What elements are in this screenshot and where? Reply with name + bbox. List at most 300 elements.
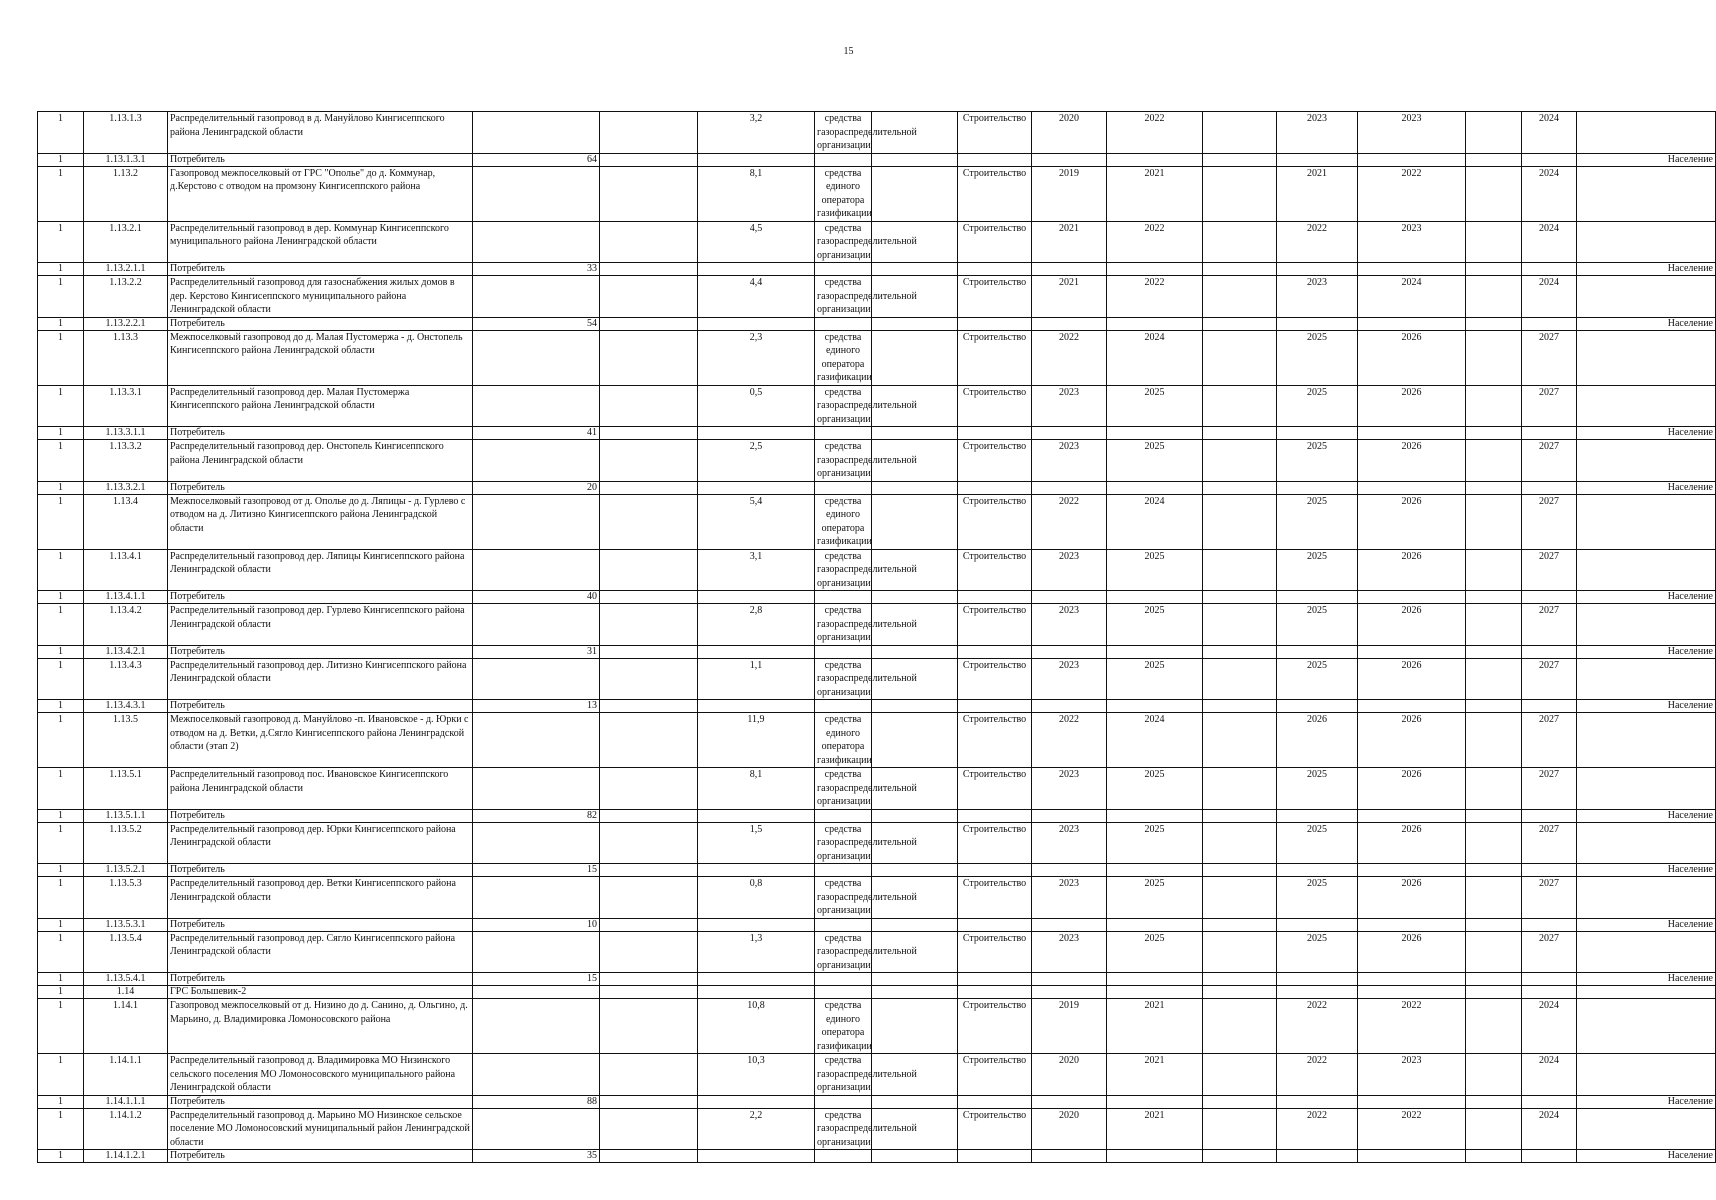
cell-empty (872, 700, 958, 713)
cell-code: 1.13.2.2.1 (84, 317, 168, 330)
cell-year-start: 2023 (1032, 440, 1107, 482)
cell-year-start (1032, 481, 1107, 494)
cell-year-start (1032, 864, 1107, 877)
cell-year-end: 2022 (1107, 276, 1203, 318)
cell-year-4: 2026 (1358, 822, 1466, 864)
cell-empty (872, 317, 958, 330)
cell-empty (872, 1150, 958, 1163)
cell-length-km: 10,8 (698, 999, 815, 1054)
cell-level: 1 (38, 1108, 84, 1150)
cell-empty (872, 973, 958, 986)
cell-year-3 (1277, 809, 1358, 822)
cell-funding-source (815, 918, 872, 931)
cell-empty (600, 931, 698, 973)
cell-year-3 (1277, 481, 1358, 494)
cell-year-end (1107, 1095, 1203, 1108)
cell-year-end (1107, 864, 1203, 877)
cell-empty (1466, 931, 1522, 973)
cell-code: 1.13.3.2 (84, 440, 168, 482)
cell-year-start (1032, 153, 1107, 166)
consumer-row (38, 864, 1716, 877)
cell-year-3: 2025 (1277, 494, 1358, 549)
cell-level: 1 (38, 330, 84, 385)
cell-empty (600, 809, 698, 822)
cell-object-name: Распределительный газопровод для газоснабжения жилых домов в дер. Керстово Кингисеппского муниципального района Ленинградской области (168, 276, 473, 318)
cell-empty (872, 918, 958, 931)
cell-level: 1 (38, 864, 84, 877)
cell-year-4 (1358, 973, 1466, 986)
cell-empty (1203, 494, 1277, 549)
cell-year-5 (1522, 591, 1577, 604)
cell-year-4: 2026 (1358, 877, 1466, 919)
cell-length-km (698, 427, 815, 440)
cell-empty (1203, 317, 1277, 330)
cell-consumer-category (1577, 768, 1716, 810)
cell-empty (1203, 1108, 1277, 1150)
consumer-row (38, 317, 1716, 330)
cell-level: 1 (38, 427, 84, 440)
cell-work-type: Строительство (958, 166, 1032, 221)
cell-consumer-category (1577, 877, 1716, 919)
cell-consumers (473, 931, 600, 973)
cell-consumer-category (1577, 221, 1716, 263)
cell-work-type (958, 591, 1032, 604)
cell-year-end: 2025 (1107, 931, 1203, 973)
cell-work-type (958, 1095, 1032, 1108)
cell-year-3: 2021 (1277, 166, 1358, 221)
cell-funding-source (815, 1150, 872, 1163)
cell-consumer-category: Население (1577, 591, 1716, 604)
cell-level: 1 (38, 440, 84, 482)
cell-empty (1203, 931, 1277, 973)
cell-empty (872, 713, 958, 768)
cell-empty (1466, 1054, 1522, 1096)
cell-year-4 (1358, 986, 1466, 999)
cell-empty (1466, 427, 1522, 440)
cell-year-end: 2025 (1107, 768, 1203, 810)
cell-object-name: Потребитель (168, 645, 473, 658)
cell-year-5: 2027 (1522, 658, 1577, 700)
cell-empty (1203, 809, 1277, 822)
cell-year-4: 2026 (1358, 658, 1466, 700)
cell-consumers (473, 221, 600, 263)
cell-year-start: 2019 (1032, 999, 1107, 1054)
cell-empty (1203, 591, 1277, 604)
cell-object-name: Потребитель (168, 1150, 473, 1163)
cell-consumers (473, 1054, 600, 1096)
cell-year-start: 2023 (1032, 768, 1107, 810)
cell-work-type: Строительство (958, 658, 1032, 700)
cell-consumers (473, 112, 600, 154)
cell-year-5 (1522, 317, 1577, 330)
cell-year-4 (1358, 918, 1466, 931)
cell-consumers (473, 440, 600, 482)
cell-consumer-category (1577, 112, 1716, 154)
cell-empty (1203, 973, 1277, 986)
cell-year-4 (1358, 809, 1466, 822)
cell-code: 1.14.1.2 (84, 1108, 168, 1150)
cell-year-start: 2021 (1032, 276, 1107, 318)
cell-consumers: 15 (473, 973, 600, 986)
cell-year-start: 2020 (1032, 1108, 1107, 1150)
cell-empty (1203, 822, 1277, 864)
consumer-row (38, 263, 1716, 276)
cell-empty (1203, 999, 1277, 1054)
cell-funding-source: средства газораспределительной организации (815, 1054, 872, 1096)
cell-year-start (1032, 1150, 1107, 1163)
cell-object-name: Распределительный газопровод дер. Гурлево Кингисеппского района Ленинградской области (168, 604, 473, 646)
cell-year-5: 2027 (1522, 604, 1577, 646)
cell-consumers: 40 (473, 591, 600, 604)
object-row (38, 1054, 1716, 1096)
cell-funding-source: средства единого оператора газификации (815, 999, 872, 1054)
cell-code: 1.13.1.3 (84, 112, 168, 154)
cell-year-end (1107, 481, 1203, 494)
cell-year-start: 2023 (1032, 385, 1107, 427)
cell-year-start (1032, 591, 1107, 604)
cell-year-end: 2021 (1107, 1108, 1203, 1150)
cell-year-start: 2020 (1032, 112, 1107, 154)
cell-consumers: 10 (473, 918, 600, 931)
cell-funding-source: средства газораспределительной организации (815, 549, 872, 591)
cell-consumer-category: Население (1577, 317, 1716, 330)
cell-consumer-category (1577, 986, 1716, 999)
cell-work-type (958, 427, 1032, 440)
cell-object-name: Потребитель (168, 809, 473, 822)
cell-empty (1466, 591, 1522, 604)
cell-consumer-category (1577, 494, 1716, 549)
cell-empty (600, 276, 698, 318)
cell-year-start (1032, 1095, 1107, 1108)
cell-code: 1.13.3.2.1 (84, 481, 168, 494)
object-row (38, 999, 1716, 1054)
cell-work-type: Строительство (958, 494, 1032, 549)
cell-work-type: Строительство (958, 549, 1032, 591)
cell-empty (600, 999, 698, 1054)
cell-length-km: 5,4 (698, 494, 815, 549)
cell-object-name: ГРС Большевик-2 (168, 986, 473, 999)
cell-empty (1466, 481, 1522, 494)
cell-empty (1466, 112, 1522, 154)
cell-length-km (698, 918, 815, 931)
cell-work-type: Строительство (958, 1054, 1032, 1096)
cell-empty (1466, 440, 1522, 482)
cell-level: 1 (38, 263, 84, 276)
cell-funding-source: средства газораспределительной организации (815, 658, 872, 700)
cell-year-5 (1522, 1150, 1577, 1163)
cell-empty (872, 1095, 958, 1108)
cell-consumers (473, 276, 600, 318)
cell-funding-source (815, 973, 872, 986)
cell-work-type (958, 1150, 1032, 1163)
cell-empty (872, 494, 958, 549)
object-row (38, 112, 1716, 154)
cell-empty (600, 427, 698, 440)
cell-code: 1.13.4.1.1 (84, 591, 168, 604)
cell-object-name: Распределительный газопровод в д. Мануйлово Кингисеппского района Ленинградской области (168, 112, 473, 154)
cell-funding-source: средства газораспределительной организации (815, 440, 872, 482)
cell-year-3 (1277, 1150, 1358, 1163)
cell-year-4: 2026 (1358, 549, 1466, 591)
cell-code: 1.13.3.1.1 (84, 427, 168, 440)
cell-empty (1203, 986, 1277, 999)
object-row (38, 931, 1716, 973)
object-row (38, 494, 1716, 549)
cell-funding-source (815, 986, 872, 999)
cell-work-type: Строительство (958, 931, 1032, 973)
object-row (38, 385, 1716, 427)
cell-consumer-category: Население (1577, 1095, 1716, 1108)
cell-funding-source (815, 153, 872, 166)
cell-empty (1466, 263, 1522, 276)
cell-level: 1 (38, 986, 84, 999)
cell-empty (1466, 999, 1522, 1054)
cell-code: 1.13.1.3.1 (84, 153, 168, 166)
cell-empty (872, 645, 958, 658)
cell-year-start: 2022 (1032, 494, 1107, 549)
cell-year-start: 2023 (1032, 877, 1107, 919)
cell-year-end (1107, 986, 1203, 999)
cell-work-type: Строительство (958, 1108, 1032, 1150)
cell-year-3 (1277, 153, 1358, 166)
cell-year-3: 2022 (1277, 1108, 1358, 1150)
cell-year-4 (1358, 427, 1466, 440)
cell-object-name: Распределительный газопровод дер. Литизно Кингисеппского района Ленинградской области (168, 658, 473, 700)
cell-year-4: 2023 (1358, 221, 1466, 263)
cell-year-4: 2026 (1358, 604, 1466, 646)
cell-level: 1 (38, 481, 84, 494)
cell-empty (600, 1150, 698, 1163)
cell-length-km (698, 1095, 815, 1108)
cell-consumer-category: Население (1577, 645, 1716, 658)
consumer-row (38, 591, 1716, 604)
cell-length-km (698, 864, 815, 877)
cell-length-km: 0,5 (698, 385, 815, 427)
cell-consumers (473, 385, 600, 427)
cell-level: 1 (38, 112, 84, 154)
cell-empty (1466, 986, 1522, 999)
cell-year-4: 2026 (1358, 385, 1466, 427)
cell-year-5 (1522, 864, 1577, 877)
cell-level: 1 (38, 1095, 84, 1108)
cell-empty (600, 481, 698, 494)
cell-length-km: 3,1 (698, 549, 815, 591)
cell-object-name: Потребитель (168, 427, 473, 440)
cell-level: 1 (38, 604, 84, 646)
cell-consumer-category: Население (1577, 263, 1716, 276)
cell-year-end: 2025 (1107, 877, 1203, 919)
cell-empty (1203, 1150, 1277, 1163)
cell-year-5 (1522, 973, 1577, 986)
cell-object-name: Распределительный газопровод дер. Сягло Кингисеппского района Ленинградской области (168, 931, 473, 973)
cell-empty (1466, 549, 1522, 591)
cell-object-name: Распределительный газопровод дер. Малая Пустомержа Кингисеппского района Ленинградской области (168, 385, 473, 427)
cell-empty (1203, 1095, 1277, 1108)
cell-consumer-category: Население (1577, 427, 1716, 440)
cell-year-3: 2022 (1277, 1054, 1358, 1096)
cell-empty (600, 166, 698, 221)
cell-funding-source: средства газораспределительной организации (815, 822, 872, 864)
cell-year-4 (1358, 481, 1466, 494)
cell-consumer-category (1577, 549, 1716, 591)
cell-year-5 (1522, 809, 1577, 822)
cell-funding-source (815, 427, 872, 440)
cell-length-km (698, 700, 815, 713)
cell-consumer-category: Население (1577, 918, 1716, 931)
cell-object-name: Потребитель (168, 918, 473, 931)
cell-empty (600, 330, 698, 385)
cell-empty (1466, 1108, 1522, 1150)
cell-year-end: 2025 (1107, 549, 1203, 591)
cell-year-5: 2027 (1522, 330, 1577, 385)
cell-year-3 (1277, 864, 1358, 877)
cell-code: 1.14.1.2.1 (84, 1150, 168, 1163)
cell-year-4 (1358, 645, 1466, 658)
cell-funding-source: средства единого оператора газификации (815, 330, 872, 385)
cell-year-5: 2027 (1522, 931, 1577, 973)
cell-year-4: 2026 (1358, 440, 1466, 482)
cell-empty (600, 494, 698, 549)
cell-year-start: 2023 (1032, 658, 1107, 700)
cell-year-3 (1277, 1095, 1358, 1108)
cell-empty (872, 153, 958, 166)
cell-year-3: 2025 (1277, 658, 1358, 700)
cell-year-start: 2021 (1032, 221, 1107, 263)
cell-empty (1466, 276, 1522, 318)
cell-code: 1.13.5.1 (84, 768, 168, 810)
cell-object-name: Потребитель (168, 153, 473, 166)
cell-empty (600, 658, 698, 700)
cell-level: 1 (38, 822, 84, 864)
cell-year-5: 2027 (1522, 822, 1577, 864)
cell-year-5: 2027 (1522, 549, 1577, 591)
cell-year-3: 2026 (1277, 713, 1358, 768)
cell-consumers: 13 (473, 700, 600, 713)
cell-length-km: 1,5 (698, 822, 815, 864)
cell-work-type (958, 986, 1032, 999)
cell-year-4: 2026 (1358, 494, 1466, 549)
cell-year-end (1107, 809, 1203, 822)
cell-object-name: Распределительный газопровод в дер. Коммунар Кингисеппского муниципального района Ленинградской области (168, 221, 473, 263)
consumer-row (38, 1150, 1716, 1163)
cell-length-km (698, 809, 815, 822)
object-row (38, 330, 1716, 385)
cell-year-4: 2022 (1358, 166, 1466, 221)
cell-code: 1.14.1 (84, 999, 168, 1054)
cell-consumers (473, 549, 600, 591)
cell-consumer-category: Население (1577, 700, 1716, 713)
cell-consumers: 35 (473, 1150, 600, 1163)
cell-empty (872, 986, 958, 999)
cell-object-name: Межпоселковый газопровод д. Мануйлово -п. Ивановское - д. Юрки с отводом на д. Ветки, д.Сягло Кингисеппского района Ленинградской области (этап 2) (168, 713, 473, 768)
cell-year-3 (1277, 918, 1358, 931)
cell-length-km: 8,1 (698, 768, 815, 810)
cell-year-3: 2022 (1277, 221, 1358, 263)
cell-year-end: 2025 (1107, 822, 1203, 864)
cell-empty (1466, 658, 1522, 700)
object-row (38, 276, 1716, 318)
cell-level: 1 (38, 809, 84, 822)
cell-consumer-category (1577, 1054, 1716, 1096)
cell-year-start: 2023 (1032, 604, 1107, 646)
cell-year-start: 2023 (1032, 549, 1107, 591)
cell-empty (600, 768, 698, 810)
cell-object-name: Распределительный газопровод д. Марьино МО Низинское сельское поселение МО Ломоносовский муниципальный район Ленинградской области (168, 1108, 473, 1150)
cell-object-name: Потребитель (168, 973, 473, 986)
cell-code: 1.13.5.2 (84, 822, 168, 864)
cell-empty (872, 864, 958, 877)
cell-year-start (1032, 317, 1107, 330)
cell-year-4: 2026 (1358, 713, 1466, 768)
cell-funding-source: средства единого оператора газификации (815, 166, 872, 221)
cell-length-km (698, 986, 815, 999)
cell-code: 1.14.1.1 (84, 1054, 168, 1096)
cell-object-name: Распределительный газопровод пос. Ивановское Кингисеппского района Ленинградской области (168, 768, 473, 810)
cell-funding-source (815, 481, 872, 494)
cell-year-end (1107, 263, 1203, 276)
cell-object-name: Распределительный газопровод дер. Юрки Кингисеппского района Ленинградской области (168, 822, 473, 864)
cell-code: 1.13.5.2.1 (84, 864, 168, 877)
cell-empty (1203, 276, 1277, 318)
cell-year-3: 2025 (1277, 385, 1358, 427)
cell-empty (600, 1095, 698, 1108)
cell-length-km: 0,8 (698, 877, 815, 919)
cell-year-4 (1358, 700, 1466, 713)
cell-code: 1.13.5 (84, 713, 168, 768)
cell-consumer-category (1577, 658, 1716, 700)
cell-level: 1 (38, 700, 84, 713)
cell-empty (1203, 427, 1277, 440)
cell-year-end (1107, 591, 1203, 604)
cell-year-3 (1277, 591, 1358, 604)
cell-year-5 (1522, 153, 1577, 166)
cell-year-5: 2024 (1522, 276, 1577, 318)
cell-consumers (473, 768, 600, 810)
cell-object-name: Газопровод межпоселковый от ГРС "Ополье" до д. Коммунар, д.Керстово с отводом на промзону Кингисеппского района (168, 166, 473, 221)
cell-empty (1466, 822, 1522, 864)
cell-consumers: 20 (473, 481, 600, 494)
cell-length-km: 1,3 (698, 931, 815, 973)
cell-empty (1466, 166, 1522, 221)
object-row (38, 877, 1716, 919)
cell-year-end (1107, 427, 1203, 440)
cell-level: 1 (38, 931, 84, 973)
cell-year-start (1032, 645, 1107, 658)
cell-year-start: 2022 (1032, 330, 1107, 385)
cell-code: 1.13.5.3 (84, 877, 168, 919)
cell-empty (1466, 713, 1522, 768)
cell-work-type: Строительство (958, 604, 1032, 646)
cell-year-end: 2025 (1107, 385, 1203, 427)
cell-empty (1466, 330, 1522, 385)
cell-year-3 (1277, 700, 1358, 713)
cell-empty (600, 973, 698, 986)
cell-funding-source: средства газораспределительной организации (815, 931, 872, 973)
object-row (38, 822, 1716, 864)
cell-empty (1466, 768, 1522, 810)
cell-code: 1.13.5.4.1 (84, 973, 168, 986)
consumer-row (38, 973, 1716, 986)
cell-object-name: Потребитель (168, 591, 473, 604)
cell-year-4: 2022 (1358, 999, 1466, 1054)
cell-consumer-category (1577, 330, 1716, 385)
cell-empty (600, 1108, 698, 1150)
cell-length-km (698, 645, 815, 658)
cell-level: 1 (38, 973, 84, 986)
cell-year-3 (1277, 317, 1358, 330)
cell-funding-source: средства единого оператора газификации (815, 713, 872, 768)
cell-year-4 (1358, 864, 1466, 877)
